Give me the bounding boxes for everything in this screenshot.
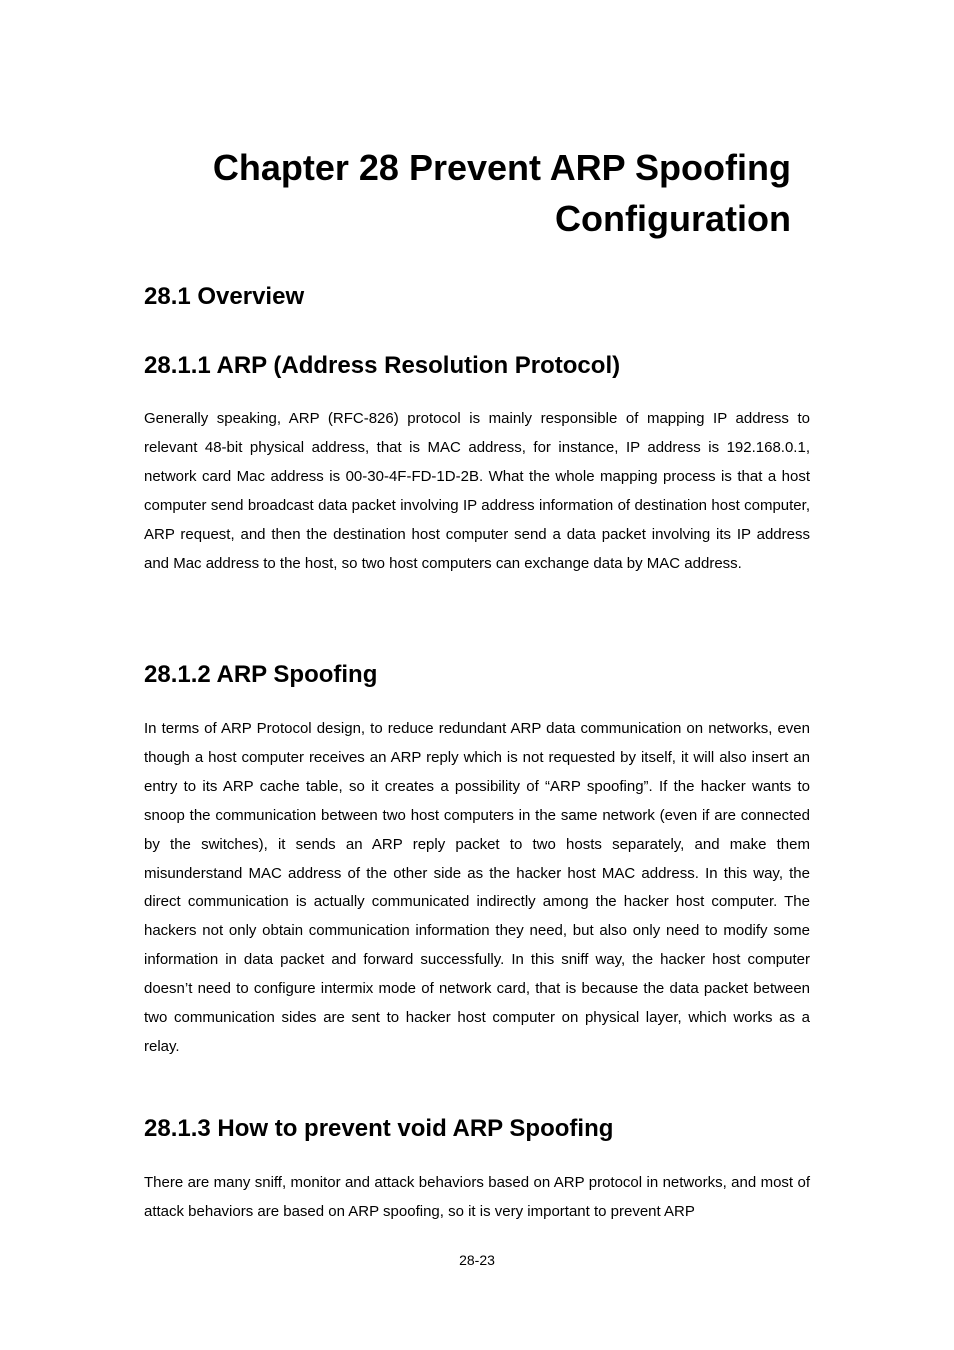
chapter-title-line-2: Configuration <box>555 198 791 239</box>
page-number: 28-23 <box>459 1252 495 1268</box>
section-heading-overview: 28.1 Overview <box>144 283 305 310</box>
chapter-title-line-1: Chapter 28 Prevent ARP Spoofing <box>212 147 791 188</box>
paragraph-prevent: There are many sniff, monitor and attack behaviors based on ARP protocol in networks, and most of attack behaviors are based on ARP spoofing, so it is very important to prevent ARP <box>144 1174 810 1220</box>
chapter-title <box>91 142 791 244</box>
paragraph-arp: Generally speaking, ARP (RFC-826) protocol is mainly responsible of mapping IP address to relevant 48-bit physical address, that is MAC address, for instance, IP address is 192.168.0.1, network card Mac address is 00-30-4F-FD-1D-2B. What the whole mapping process is that a host computer send broadcast data packet involving IP address information of destination host computer, ARP request, and then the destination host computer send a data packet involving its IP address and Mac address to the host, so two host computers can exchange data by MAC address. <box>144 410 810 572</box>
section-heading-prevent: 28.1.3 How to prevent void ARP Spoofing <box>144 1115 614 1142</box>
section-heading-arp: 28.1.1 ARP (Address Resolution Protocol) <box>144 352 621 379</box>
paragraph-arp-spoofing: In terms of ARP Protocol design, to reduce redundant ARP data communication on networks, even though a host computer receives an ARP reply which is not requested by itself, it will also insert an entry to its ARP cache table, so it creates a possibility of “ARP spoofing”. If the hacker wants to snoop the communication between two host computers in the same network (even if are connected by the switches), it sends an ARP reply packet to two hosts separately, and make them misunderstand MAC address of the other side as the hacker host MAC address. In this way, the direct communication is actually communicated indirectly among the hacker host computer. The hackers not only obtain communication information they need, but also only need to modify some information in data packet and forward successfully. In this sniff way, the hacker host computer doesn’t need to configure intermix mode of network card, that is because the data packet between two communication sides are sent to hacker host computer on physical layer, which works as a relay. <box>144 720 810 1055</box>
section-heading-arp-spoofing: 28.1.2 ARP Spoofing <box>144 661 378 688</box>
